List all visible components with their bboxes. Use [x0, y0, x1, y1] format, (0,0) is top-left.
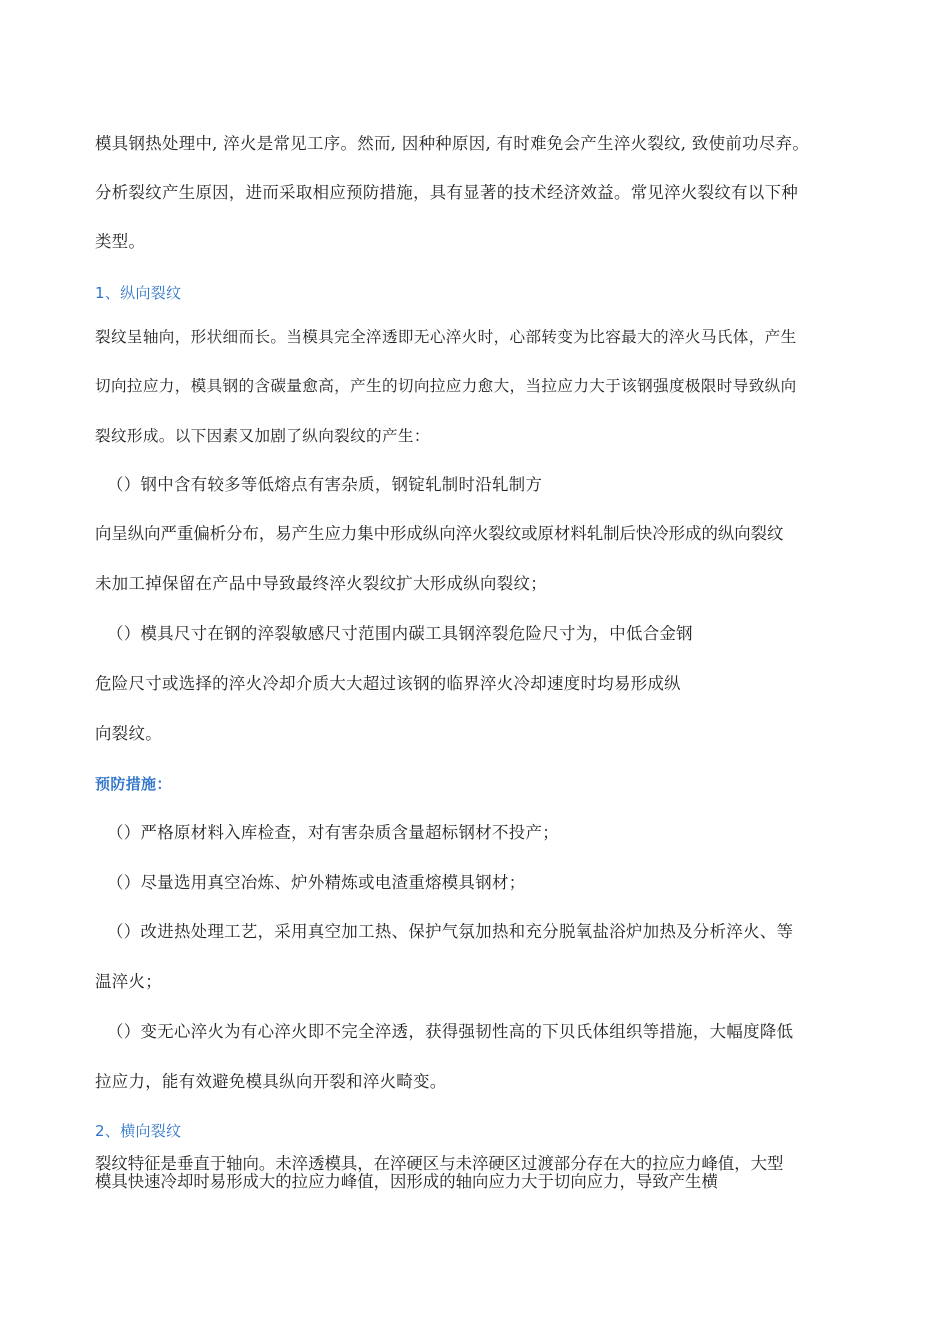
intro-line-1: 模具钢热处理中, 淬火是常见工序。然而, 因种种原因, 有时难免会产生淬火裂纹, 致使前功尽弃。	[95, 134, 810, 153]
section1-body-line-2: 切向拉应力，模具钢的含碳量愈高，产生的切向拉应力愈大，当拉应力大于该钢强度极限时导致纵向	[95, 377, 797, 395]
factor1-line-2: 向呈纵向严重偏析分布，易产生应力集中形成纵向淬火裂纹或原材料轧制后快冷形成的纵向裂纹	[95, 524, 784, 543]
factor1-line-1: （）钢中含有较多等低熔点有害杂质，钢锭轧制时沿轧制方	[107, 475, 543, 494]
section1-body-line-1: 裂纹呈轴向，形状细而长。当模具完全淬透即无心淬火时，心部转变为比容最大的淬火马氏体，产生	[95, 328, 797, 346]
section1-body-line-3: 裂纹形成。以下因素又加剧了纵向裂纹的产生：	[95, 427, 430, 445]
section1-heading: 1、纵向裂纹	[95, 284, 182, 302]
prevention-item-2: （）尽量选用真空冶炼、炉外精炼或电渣重熔模具钢材；	[107, 873, 526, 892]
factor2-line-1: （）模具尺寸在钢的淬裂敏感尺寸范围内碳工具钢淬裂危险尺寸为，中低合金钢	[107, 624, 693, 643]
prevention-item-3-line-2: 温淬火；	[95, 972, 162, 991]
section2-heading: 2、横向裂纹	[95, 1122, 182, 1140]
section2-body-line-1: 裂纹特征是垂直于轴向。未淬透模具，在淬硬区与未淬硬区过渡部分存在大的拉应力峰值，大型	[95, 1154, 784, 1173]
factor1-line-3: 未加工掉保留在产品中导致最终淬火裂纹扩大形成纵向裂纹；	[95, 574, 547, 593]
intro-line-2: 分析裂纹产生原因，进而采取相应预防措施，具有显著的技术经济效益。常见淬火裂纹有以下种	[95, 183, 799, 202]
factor2-line-2: 危险尺寸或选择的淬火冷却介质大大超过该钢的临界淬火冷却速度时均易形成纵	[95, 674, 681, 693]
prevention-item-1: （）严格原材料入库检查，对有害杂质含量超标钢材不投产；	[107, 823, 559, 842]
factor2-line-3: 向裂纹。	[95, 724, 162, 743]
prevention-heading: 预防措施：	[95, 775, 172, 793]
prevention-item-3-line-1: （）改进热处理工艺，采用真空加工热、保护气氛加热和充分脱氧盐浴炉加热及分析淬火、等	[107, 922, 794, 941]
prevention-item-4-line-2: 拉应力，能有效避免模具纵向开裂和淬火畸变。	[95, 1072, 447, 1091]
intro-line-3: 类型。	[95, 232, 146, 251]
section2-body-line-2: 模具快速冷却时易形成大的拉应力峰值，因形成的轴向应力大于切向应力，导致产生横	[95, 1172, 718, 1191]
prevention-item-4-line-1: （）变无心淬火为有心淬火即不完全淬透，获得强韧性高的下贝氏体组织等措施，大幅度降低	[107, 1022, 794, 1041]
